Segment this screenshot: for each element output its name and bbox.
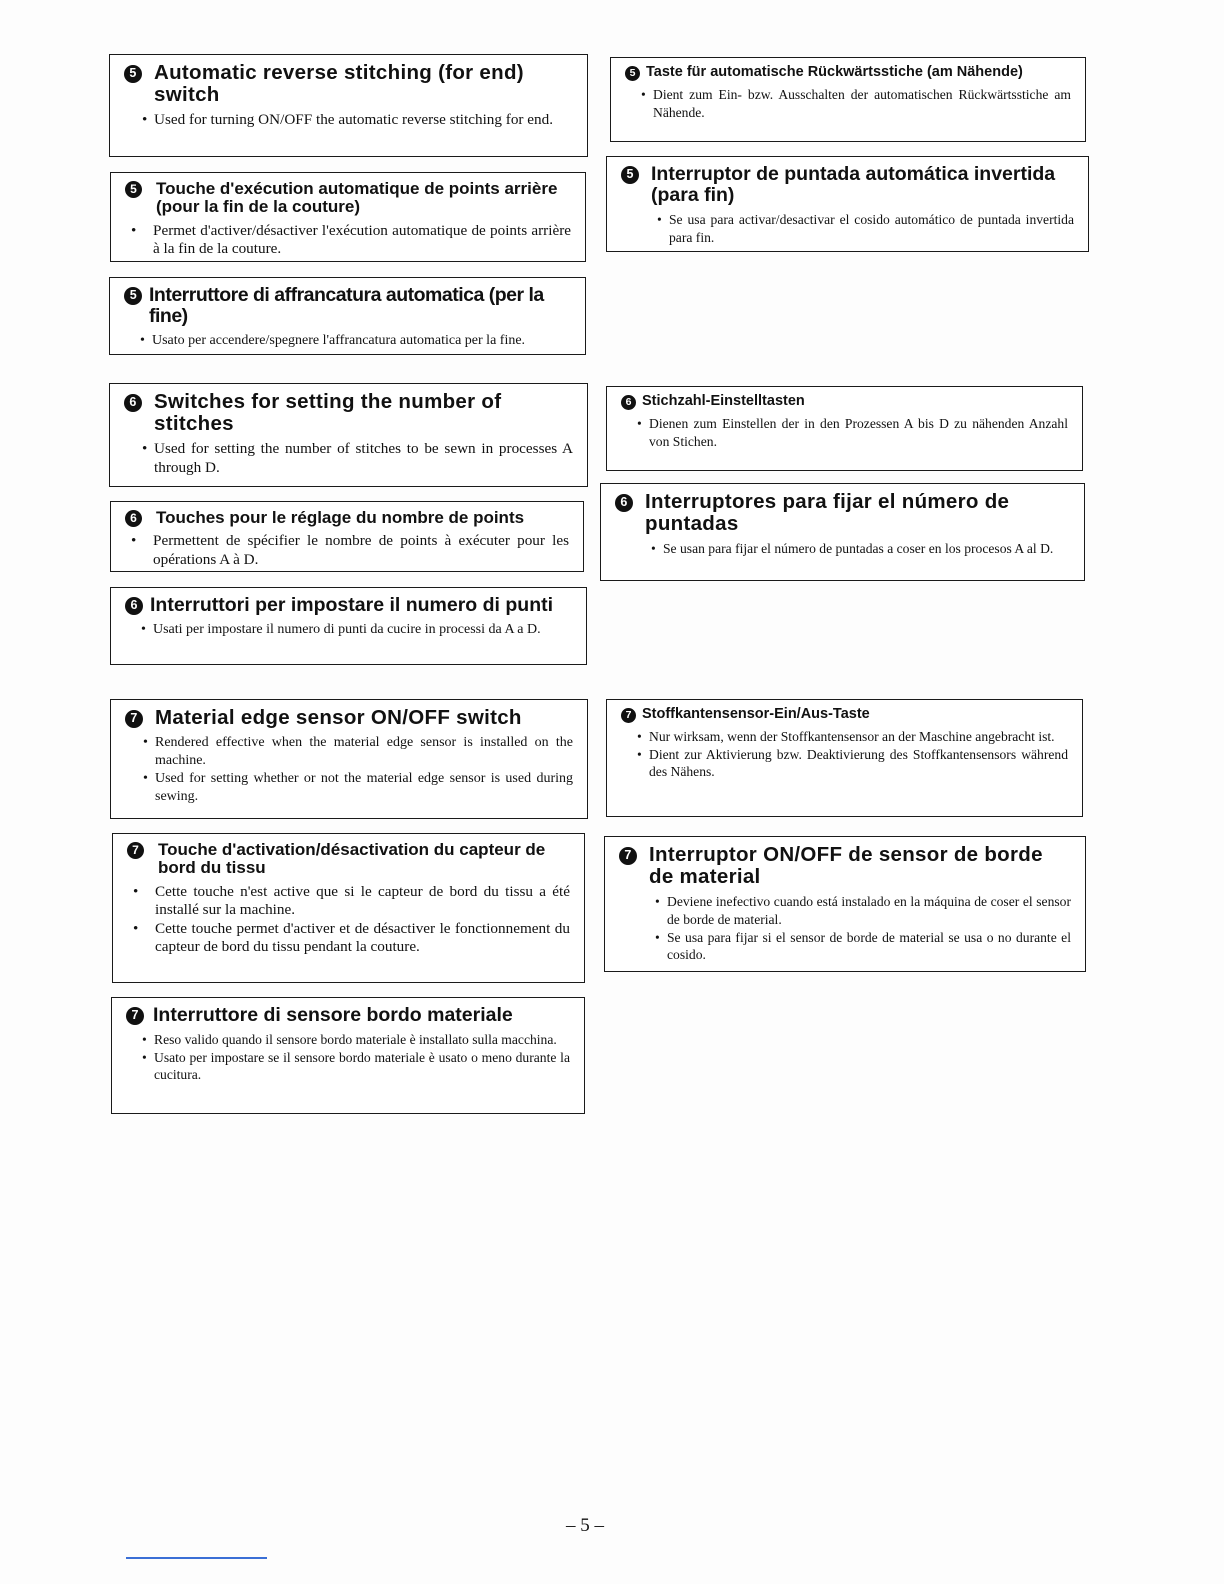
s7-it-bullet-1: • Reso valido quando il sensore bordo materiale è installato sulla macchina. (126, 1031, 570, 1049)
number-5-icon: 5 (125, 181, 142, 198)
number-6-icon: 6 (125, 597, 143, 615)
s7-it-heading (126, 1005, 570, 1026)
s7-fr-bullet-2: • Cette touche permet d'activer et de désactiver le fonctionnement du capteur de bord du tissu pendant la couture. (127, 920, 570, 957)
s5-en-title: Automatic reverse stitching (for end) switch (154, 61, 524, 107)
s7-fr-box (112, 833, 585, 983)
s5-it-title: Interruttore di affrancatura automatica (per la fine) (149, 284, 544, 328)
s7-es-title: Interruptor ON/OFF de sensor de borde de material (649, 843, 1043, 889)
s7-fr-bullet-1: • Cette touche n'est active que si le capteur de bord du tissu a été installé sur la machine. (127, 883, 570, 920)
number-7-icon: 7 (127, 842, 144, 859)
s5-it-heading (124, 285, 571, 327)
s6-it-heading (125, 595, 572, 616)
s7-en-bullet-1: • Rendered effective when the material edge sensor is installed on the machine. (113, 734, 573, 770)
s5-de-box (610, 57, 1086, 142)
s6-fr-bullets (125, 532, 569, 569)
s7-fr-bullets (127, 883, 570, 957)
s6-en-bullet-1: • Used for setting the number of stitches to be sewn in processes A through D. (112, 440, 573, 477)
s5-en-heading (124, 62, 573, 106)
s5-fr-box (110, 172, 586, 262)
s6-es-title: Interruptores para fijar el número de puntadas (645, 490, 1010, 536)
s7-es-box (604, 836, 1086, 972)
s5-es-heading (621, 164, 1074, 206)
number-5-icon: 5 (621, 166, 639, 184)
s6-en-bullets (112, 440, 573, 477)
s5-it-box (109, 277, 586, 355)
s6-en-box (109, 383, 588, 487)
s5-fr-bullets (125, 222, 571, 259)
number-6-icon: 6 (615, 494, 633, 512)
s6-en-heading (124, 391, 573, 435)
s7-es-bullets (639, 893, 1071, 964)
s7-de-title: Stoffkantensensor-Ein/Aus-Taste (642, 706, 870, 722)
number-7-icon: 7 (619, 847, 637, 865)
number-7-icon: 7 (621, 708, 636, 723)
s6-it-bullet-1: • Usati per impostare il numero di punti da cucire in processi da A a D. (125, 621, 572, 639)
s5-it-bullets (124, 332, 571, 350)
s7-de-box (606, 699, 1083, 817)
s6-de-box (606, 386, 1083, 471)
s7-it-bullets (126, 1031, 570, 1084)
s7-de-bullets (621, 728, 1068, 781)
s6-fr-heading (125, 509, 569, 527)
s7-it-box (111, 997, 585, 1114)
s6-es-bullets (635, 540, 1070, 558)
s5-de-heading (625, 65, 1071, 81)
number-6-icon: 6 (125, 510, 142, 527)
s7-en-bullet-2: • Used for setting whether or not the material edge sensor is used during sewing. (113, 770, 573, 806)
s7-es-bullet-1: • Deviene inefectivo cuando está instalado en la máquina de coser el sensor de borde de material. (639, 893, 1071, 928)
s7-en-bullets (113, 734, 573, 806)
s6-it-box (110, 587, 587, 665)
page-number: – 5 – (566, 1515, 604, 1536)
number-5-icon: 5 (124, 65, 142, 83)
s5-de-bullets (625, 86, 1071, 121)
s5-en-bullet-1: • Used for turning ON/OFF the automatic reverse stitching for end. (112, 111, 573, 130)
number-5-icon: 5 (124, 287, 142, 305)
number-7-icon: 7 (125, 710, 143, 728)
s5-es-bullet-1: • Se usa para activar/desactivar el cosido automático de puntada invertida para fin. (641, 211, 1074, 246)
s7-en-title: Material edge sensor ON/OFF switch (155, 706, 522, 729)
s5-es-box (606, 156, 1089, 252)
s5-fr-bullet-1: • Permet d'activer/désactiver l'exécution automatique de points arrière à la fin de la couture. (125, 222, 571, 259)
s5-en-bullets (112, 111, 573, 130)
s7-fr-heading (127, 841, 570, 878)
s6-es-heading (615, 491, 1070, 535)
s6-de-heading (621, 394, 1068, 410)
s6-it-bullets (125, 621, 572, 639)
s6-de-bullets (621, 415, 1068, 450)
s7-it-title: Interruttore di sensore bordo materiale (153, 1004, 513, 1026)
s5-de-bullet-1: • Dient zum Ein- bzw. Ausschalten der automatischen Rückwärtsstiche am Nähende. (625, 86, 1071, 121)
s7-it-bullet-2: • Usato per impostare se il sensore bordo materiale è usato o meno durante la cucitura. (126, 1049, 570, 1084)
number-6-icon: 6 (124, 394, 142, 412)
s7-de-bullet-1: • Nur wirksam, wenn der Stoffkantensensor an der Maschine angebracht ist. (621, 728, 1068, 746)
s7-en-box (110, 699, 588, 819)
s5-en-box (109, 54, 588, 157)
s5-fr-title: Touche d'exécution automatique de points arrière (pour la fin de la couture) (156, 179, 558, 217)
s6-fr-title: Touches pour le réglage du nombre de points (156, 508, 525, 527)
s6-fr-box (110, 501, 584, 572)
s6-de-bullet-1: • Dienen zum Einstellen der in den Prozessen A bis D zu nähenden Anzahl von Stichen. (621, 415, 1068, 450)
s6-es-bullet-1: • Se usan para fijar el número de puntadas a coser en los procesos A al D. (635, 540, 1070, 558)
s7-es-heading (619, 844, 1071, 888)
number-6-icon: 6 (621, 395, 636, 410)
s5-de-title: Taste für automatische Rückwärtsstiche (am Nähende) (646, 64, 1023, 80)
s7-fr-title: Touche d'activation/désactivation du capteur de bord du tissu (158, 840, 546, 878)
s6-de-title: Stichzahl-Einstelltasten (642, 393, 805, 409)
number-5-icon: 5 (625, 66, 640, 81)
s7-en-heading (125, 707, 573, 729)
s5-es-title: Interruptor de puntada automática invertida (para fin) (651, 163, 1056, 207)
s7-de-heading (621, 707, 1068, 723)
s7-es-bullet-2: • Se usa para fijar si el sensor de borde de material se usa o no durante el cosido. (639, 929, 1071, 964)
s5-it-bullet-1: • Usato per accendere/spegnere l'affrancatura automatica per la fine. (124, 332, 571, 350)
s5-es-bullets (641, 211, 1074, 246)
s7-de-bullet-2: • Dient zur Aktivierung bzw. Deaktivierung des Stoffkantensensors während des Nähens. (621, 746, 1068, 781)
number-7-icon: 7 (126, 1007, 144, 1025)
s6-fr-bullet-1: • Permettent de spécifier le nombre de points à exécuter pour les opérations A à D. (125, 532, 569, 569)
footer-rule (126, 1557, 267, 1559)
s5-fr-heading (125, 180, 571, 217)
s6-es-box (600, 483, 1085, 581)
s6-it-title: Interruttori per impostare il numero di punti (150, 594, 554, 616)
s6-en-title: Switches for setting the number of stitches (154, 390, 502, 436)
